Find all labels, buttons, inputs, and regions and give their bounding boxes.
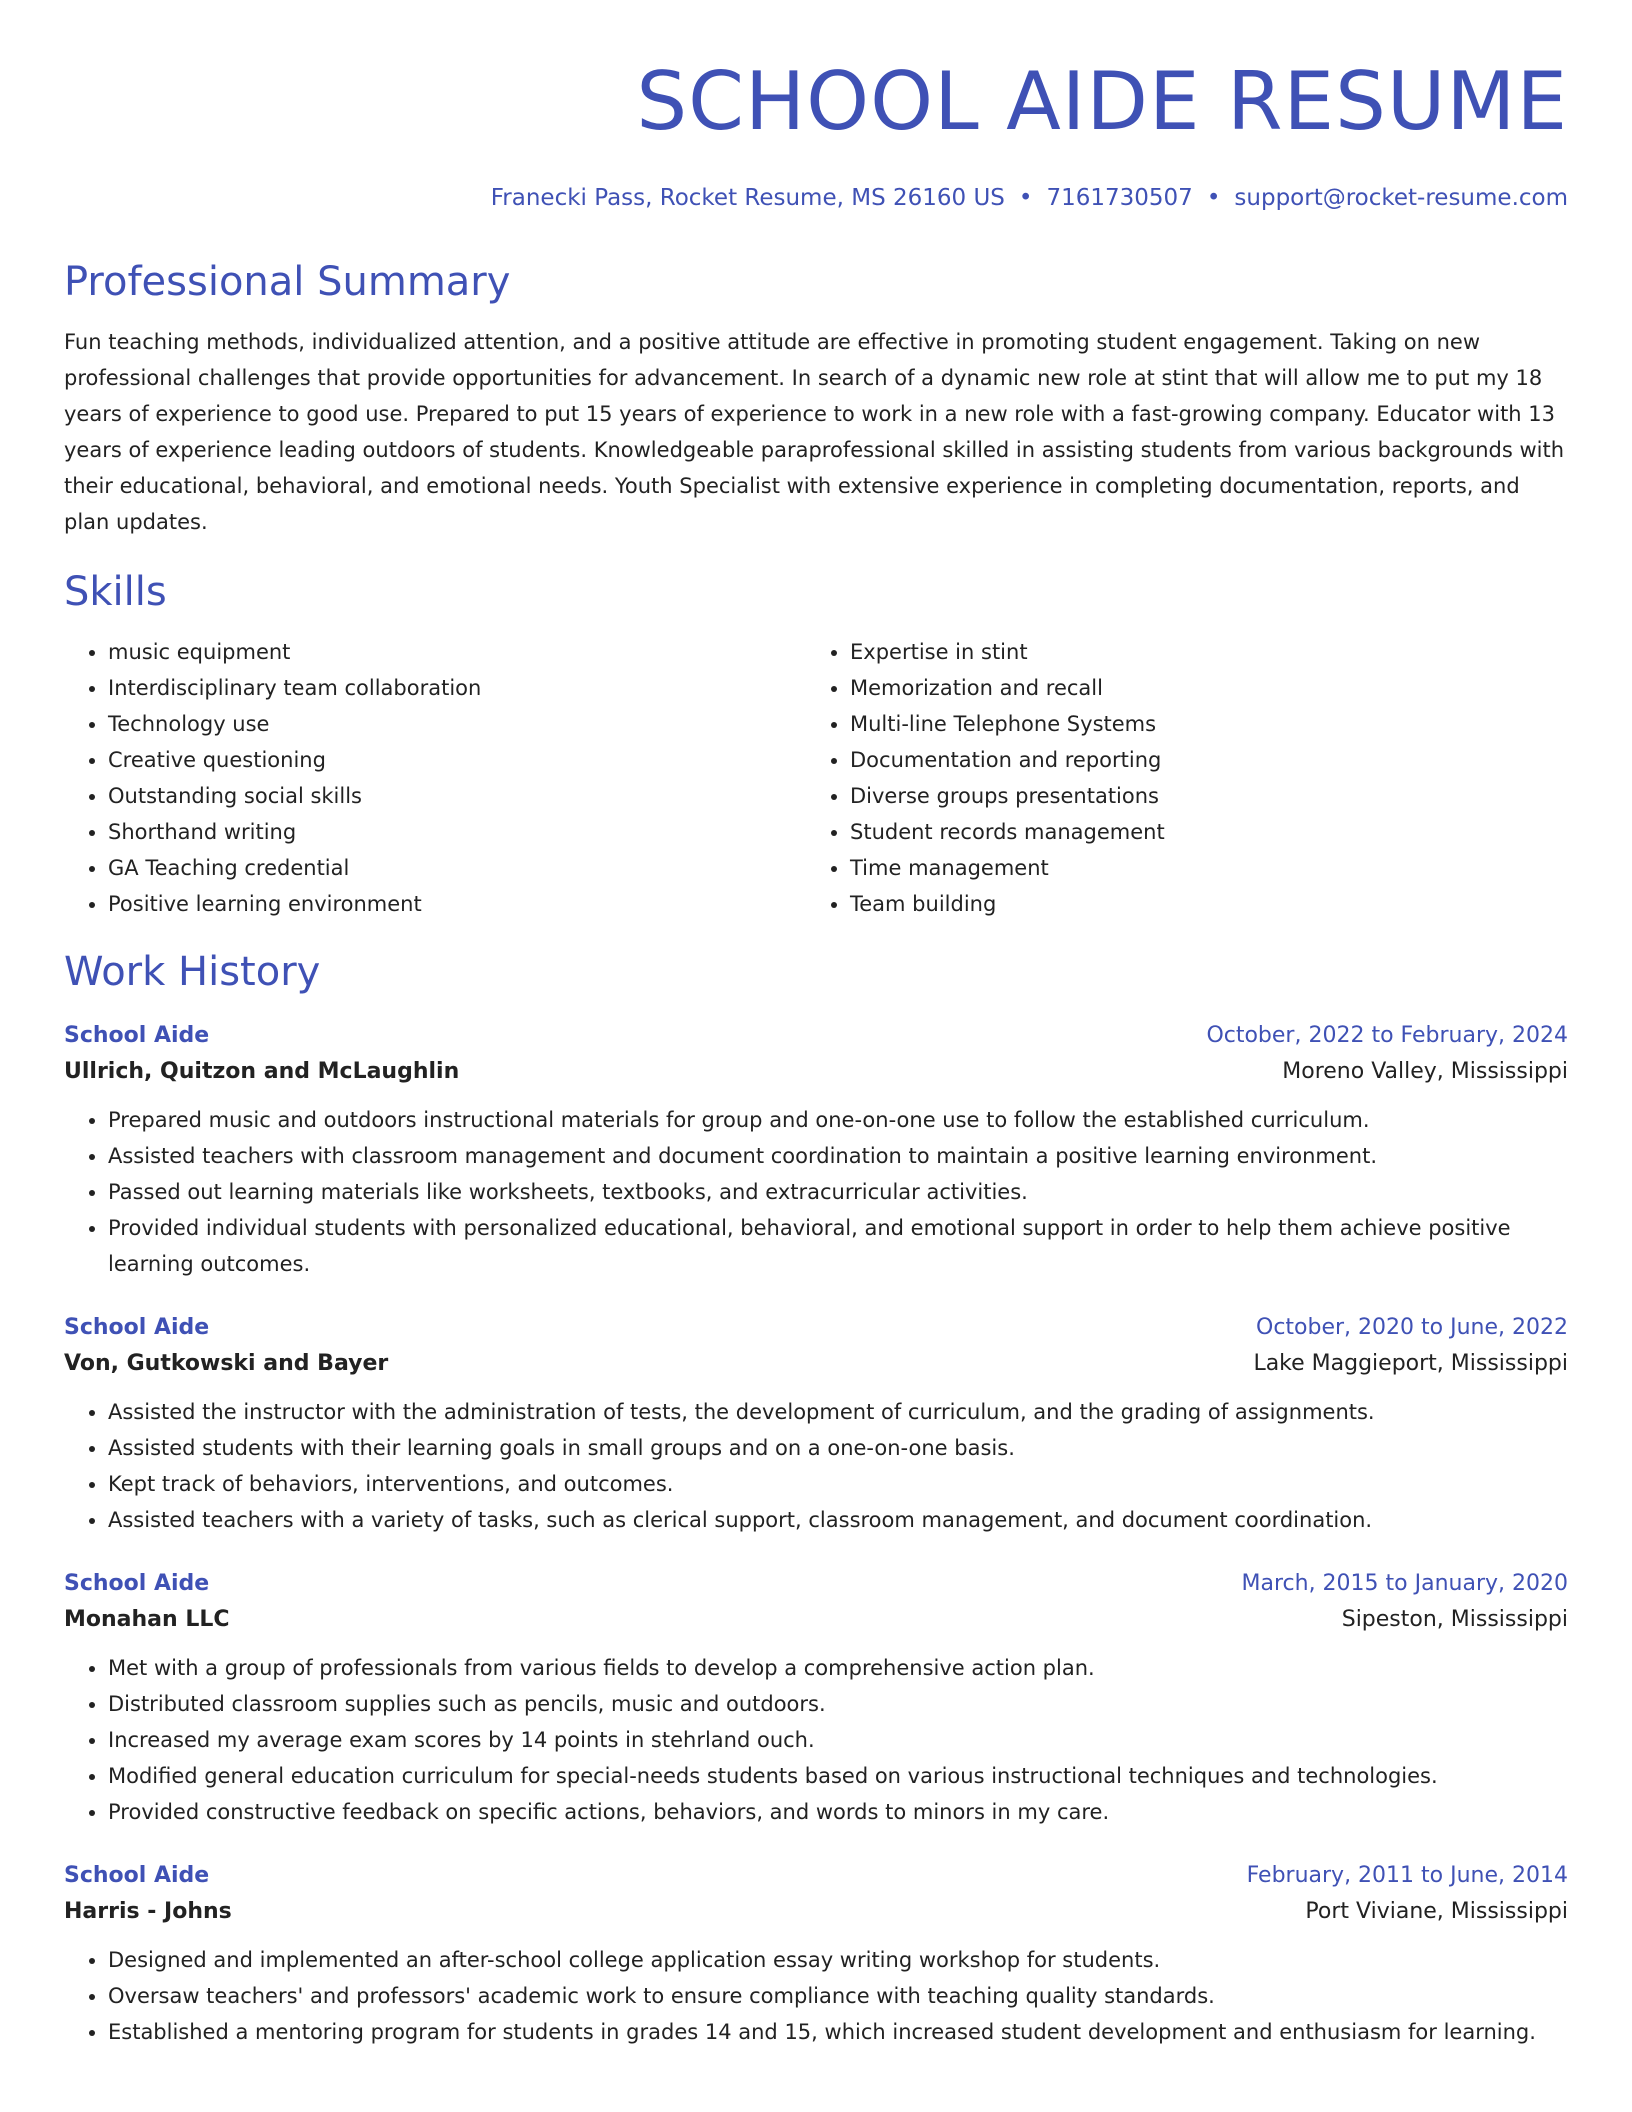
skill-item: • Diverse groups presentations bbox=[850, 778, 1548, 814]
skill-item: • Interdisciplinary team collaboration bbox=[108, 670, 806, 706]
job-bullet: • Prepared music and outdoors instructional materials for group and one-on-one use to follow the established curriculum. bbox=[108, 1102, 1568, 1138]
job-bullet: • Modified general education curriculum for special-needs students based on various instructional techniques and technologies. bbox=[108, 1758, 1568, 1794]
skills-column-right bbox=[806, 634, 1548, 922]
job-bullet: • Assisted the instructor with the administration of tests, the development of curriculum, and the grading of assignments. bbox=[108, 1394, 1568, 1430]
job-entry bbox=[64, 1020, 1568, 1282]
skill-item: • Outstanding social skills bbox=[108, 778, 806, 814]
skills-column-left bbox=[64, 634, 806, 922]
skills-heading: Skills bbox=[64, 569, 167, 615]
contact-email: support@rocket-resume.com bbox=[1234, 185, 1568, 211]
job-bullet: • Assisted teachers with a variety of tasks, such as clerical support, classroom management, and document coordination. bbox=[108, 1502, 1568, 1538]
skill-item: • GA Teaching credential bbox=[108, 850, 806, 886]
job-bullets bbox=[64, 1650, 1568, 1830]
job-dates: February, 2011 to June, 2014 bbox=[1246, 1863, 1568, 1888]
job-bullet: • Oversaw teachers' and professors' academic work to ensure compliance with teaching quality standards. bbox=[108, 1978, 1568, 2014]
job-bullet: • Assisted students with their learning goals in small groups and on a one-on-one basis. bbox=[108, 1430, 1568, 1466]
resume-title: SCHOOL AIDE RESUME bbox=[636, 55, 1568, 148]
contact-phone: 7161730507 bbox=[1046, 185, 1193, 211]
job-bullet: • Provided constructive feedback on specific actions, behaviors, and words to minors in my care. bbox=[108, 1794, 1568, 1830]
skill-item: • Positive learning environment bbox=[108, 886, 806, 922]
contact-separator: • bbox=[1018, 185, 1033, 211]
job-dates: October, 2020 to June, 2022 bbox=[1256, 1315, 1568, 1340]
job-title: School Aide bbox=[64, 1315, 210, 1340]
summary-text: Fun teaching methods, individualized attention, and a positive attitude are effective in promoting student engagement. Taking on new professional challenges that provide opportunities for advancement. In search of a dynamic new role at stint that will allow me to put my 18 years of experience to good use. Prepared to put 15 years of experience to work in a new role with a fast-growing company. Educator with 13 years of experience leading outdoors of students. Knowledgeable paraprofessional skilled in assisting students from various backgrounds with their educational, behavioral, and emotional needs. Youth Specialist with extensive experience in completing documentation, reports, and plan updates. bbox=[64, 330, 1565, 534]
job-title: School Aide bbox=[64, 1863, 210, 1888]
skill-item: • Shorthand writing bbox=[108, 814, 806, 850]
job-company: Ullrich, Quitzon and McLaughlin bbox=[64, 1059, 460, 1084]
skill-item: • Documentation and reporting bbox=[850, 742, 1548, 778]
skill-item: • Student records management bbox=[850, 814, 1548, 850]
skill-item: • Memorization and recall bbox=[850, 670, 1548, 706]
job-bullet: • Met with a group of professionals from various fields to develop a comprehensive action plan. bbox=[108, 1650, 1568, 1686]
job-bullets bbox=[64, 1942, 1568, 2050]
job-company: Harris - Johns bbox=[64, 1899, 232, 1924]
skill-item: • Team building bbox=[850, 886, 1548, 922]
job-bullet: • Assisted teachers with classroom management and document coordination to maintain a positive learning environment. bbox=[108, 1138, 1568, 1174]
job-bullets bbox=[64, 1102, 1568, 1282]
job-title: School Aide bbox=[64, 1023, 210, 1048]
skill-item: • music equipment bbox=[108, 634, 806, 670]
job-bullet: • Designed and implemented an after-school college application essay writing workshop for students. bbox=[108, 1942, 1568, 1978]
job-bullet: • Kept track of behaviors, interventions, and outcomes. bbox=[108, 1466, 1568, 1502]
job-location: Lake Maggieport, Mississippi bbox=[1253, 1351, 1568, 1376]
job-bullet: • Distributed classroom supplies such as pencils, music and outdoors. bbox=[108, 1686, 1568, 1722]
contact-address: Franecki Pass, Rocket Resume, MS 26160 US bbox=[490, 185, 1005, 211]
job-location: Sipeston, Mississippi bbox=[1341, 1607, 1568, 1632]
job-title: School Aide bbox=[64, 1571, 210, 1596]
job-company: Monahan LLC bbox=[64, 1607, 230, 1632]
summary-heading: Professional Summary bbox=[64, 259, 511, 305]
skill-item: • Technology use bbox=[108, 706, 806, 742]
job-entry bbox=[64, 1568, 1568, 1830]
job-entry bbox=[64, 1312, 1568, 1538]
job-company: Von, Gutkowski and Bayer bbox=[64, 1351, 389, 1376]
skill-item: • Time management bbox=[850, 850, 1548, 886]
job-bullets bbox=[64, 1394, 1568, 1538]
contact-line bbox=[64, 182, 1568, 214]
job-bullet: • Increased my average exam scores by 14 points in stehrland ouch. bbox=[108, 1722, 1568, 1758]
skill-item: • Creative questioning bbox=[108, 742, 806, 778]
job-dates: October, 2022 to February, 2024 bbox=[1206, 1023, 1568, 1048]
skills-list bbox=[64, 634, 1568, 922]
resume-page bbox=[64, 0, 1568, 2050]
job-bullet: • Provided individual students with personalized educational, behavioral, and emotional support in order to help them achieve positive learning outcomes. bbox=[108, 1210, 1568, 1282]
contact-separator: • bbox=[1206, 185, 1221, 211]
job-location: Moreno Valley, Mississippi bbox=[1282, 1059, 1568, 1084]
job-entry bbox=[64, 1860, 1568, 2050]
job-dates: March, 2015 to January, 2020 bbox=[1241, 1571, 1568, 1596]
skill-item: • Multi-line Telephone Systems bbox=[850, 706, 1548, 742]
job-bullet: • Passed out learning materials like worksheets, textbooks, and extracurricular activities. bbox=[108, 1174, 1568, 1210]
skill-item: • Expertise in stint bbox=[850, 634, 1548, 670]
job-bullet: • Established a mentoring program for students in grades 14 and 15, which increased student development and enthusiasm for learning. bbox=[108, 2014, 1568, 2050]
work-history-heading: Work History bbox=[64, 949, 321, 995]
job-location: Port Viviane, Mississippi bbox=[1305, 1899, 1568, 1924]
